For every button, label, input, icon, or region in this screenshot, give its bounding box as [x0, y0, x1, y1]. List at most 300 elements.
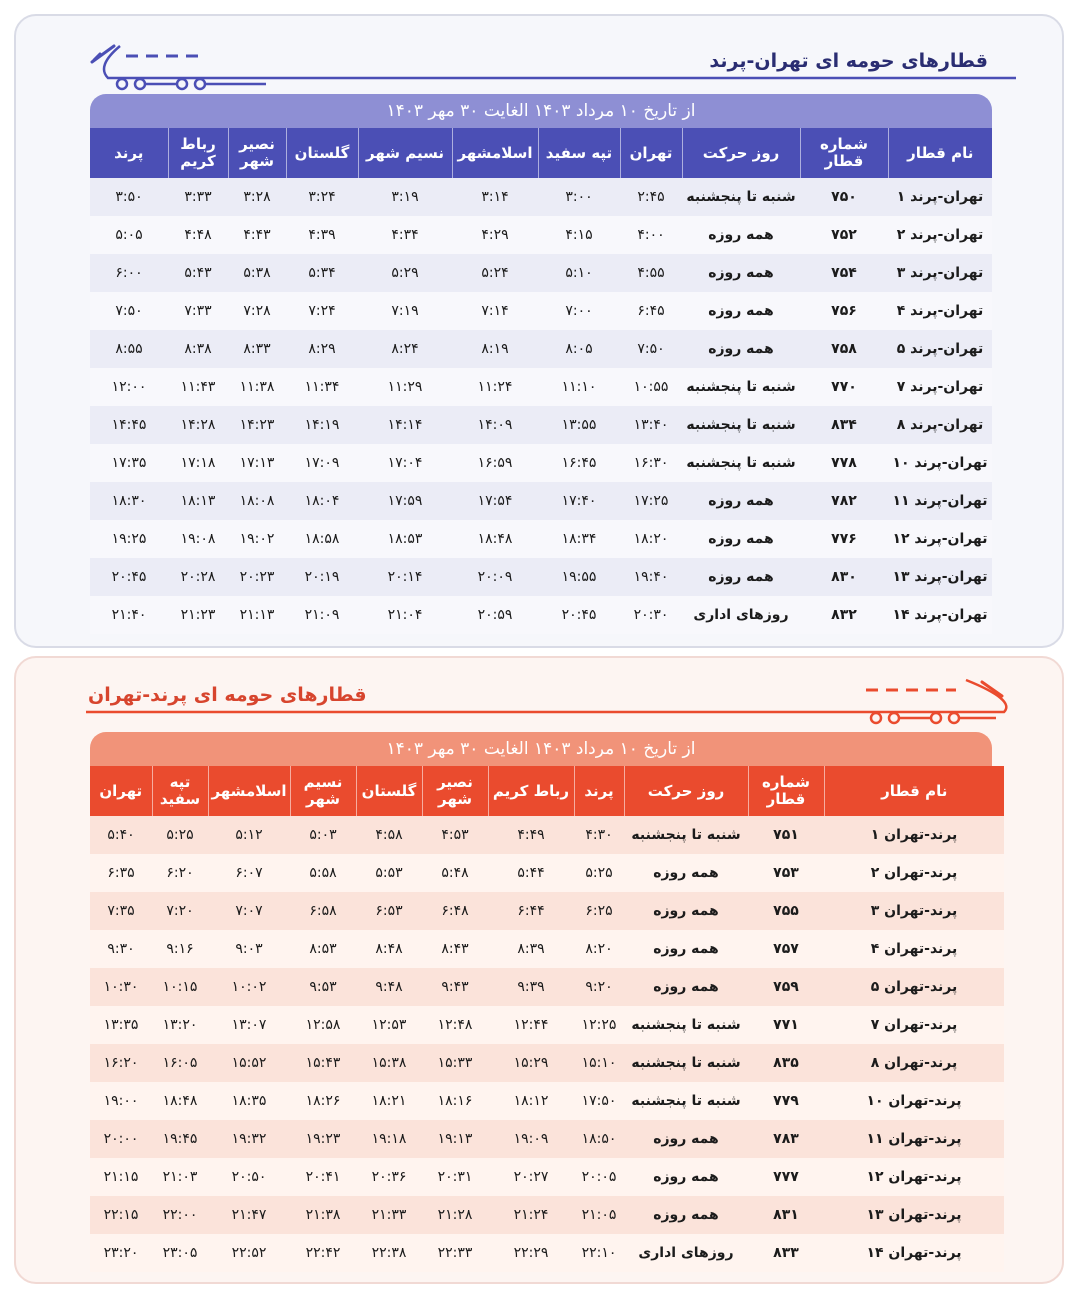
time-cell: ۶:۰۰ — [90, 254, 168, 292]
train-name-cell: تهران-پرند ۲ — [888, 216, 992, 254]
time-cell: ۱۰:۱۵ — [152, 968, 208, 1006]
time-cell: ۸:۴۸ — [356, 930, 422, 968]
train-name-cell: پرند-تهران ۱۲ — [824, 1158, 1004, 1196]
time-cell: ۳:۱۹ — [358, 178, 452, 216]
service-days-cell: شنبه تا پنجشنبه — [682, 406, 800, 444]
service-days-cell: همه روزه — [624, 1158, 748, 1196]
time-cell: ۱۹:۳۲ — [208, 1120, 290, 1158]
time-cell: ۱۹:۵۵ — [538, 558, 620, 596]
time-cell: ۳:۵۰ — [90, 178, 168, 216]
time-cell: ۳:۰۰ — [538, 178, 620, 216]
table-row — [90, 444, 992, 482]
time-cell: ۲۰:۰۵ — [574, 1158, 624, 1196]
time-cell: ۳:۱۴ — [452, 178, 538, 216]
time-cell: ۱۷:۰۹ — [286, 444, 358, 482]
time-cell: ۸:۱۹ — [452, 330, 538, 368]
time-cell: ۱۴:۴۵ — [90, 406, 168, 444]
train-number-cell: ۷۷۱ — [748, 1006, 824, 1044]
table-row — [90, 930, 1004, 968]
column-header: روز حرکت — [624, 766, 748, 816]
time-cell: ۵:۴۰ — [90, 816, 152, 854]
time-cell: ۲۳:۰۵ — [152, 1234, 208, 1272]
time-cell: ۴:۴۳ — [228, 216, 286, 254]
time-cell: ۲۱:۲۳ — [168, 596, 228, 634]
time-cell: ۷:۲۰ — [152, 892, 208, 930]
time-cell: ۵:۰۵ — [90, 216, 168, 254]
train-number-cell: ۸۳۰ — [800, 558, 888, 596]
table-header-row — [90, 766, 1004, 816]
time-cell: ۲۱:۰۵ — [574, 1196, 624, 1234]
train-name-cell: پرند-تهران ۸ — [824, 1044, 1004, 1082]
time-cell: ۱۷:۵۰ — [574, 1082, 624, 1120]
service-days-cell: همه روزه — [682, 558, 800, 596]
train-name-cell: پرند-تهران ۱ — [824, 816, 1004, 854]
time-cell: ۵:۲۹ — [358, 254, 452, 292]
time-cell: ۴:۱۵ — [538, 216, 620, 254]
column-header: اسلامشهر — [208, 766, 290, 816]
time-cell: ۵:۲۵ — [574, 854, 624, 892]
time-cell: ۱۳:۴۰ — [620, 406, 682, 444]
time-cell: ۲۰:۳۰ — [620, 596, 682, 634]
service-days-cell: همه روزه — [682, 254, 800, 292]
column-header: پرند — [90, 128, 168, 178]
time-cell: ۱۱:۱۰ — [538, 368, 620, 406]
train-name-cell: تهران-پرند ۱۱ — [888, 482, 992, 520]
time-cell: ۱۱:۲۹ — [358, 368, 452, 406]
time-cell: ۹:۵۳ — [290, 968, 356, 1006]
time-cell: ۹:۰۳ — [208, 930, 290, 968]
time-cell: ۳:۲۸ — [228, 178, 286, 216]
time-cell: ۲۰:۵۹ — [452, 596, 538, 634]
time-cell: ۱۵:۳۳ — [422, 1044, 488, 1082]
time-cell: ۴:۰۰ — [620, 216, 682, 254]
column-header: شماره قطار — [748, 766, 824, 816]
time-cell: ۱۱:۳۸ — [228, 368, 286, 406]
time-cell: ۷:۳۳ — [168, 292, 228, 330]
time-cell: ۵:۱۲ — [208, 816, 290, 854]
time-cell: ۲۱:۲۴ — [488, 1196, 574, 1234]
time-cell: ۴:۳۰ — [574, 816, 624, 854]
time-cell: ۱۹:۴۰ — [620, 558, 682, 596]
time-cell: ۱۸:۰۸ — [228, 482, 286, 520]
time-cell: ۱۲:۲۵ — [574, 1006, 624, 1044]
time-cell: ۱۲:۵۳ — [356, 1006, 422, 1044]
time-cell: ۱۸:۵۰ — [574, 1120, 624, 1158]
time-cell: ۲۲:۳۳ — [422, 1234, 488, 1272]
time-cell: ۱۷:۴۰ — [538, 482, 620, 520]
time-cell: ۲۲:۲۹ — [488, 1234, 574, 1272]
time-cell: ۲۱:۱۵ — [90, 1158, 152, 1196]
train-name-cell: تهران-پرند ۴ — [888, 292, 992, 330]
time-cell: ۱۸:۳۰ — [90, 482, 168, 520]
train-name-cell: پرند-تهران ۷ — [824, 1006, 1004, 1044]
table-row — [90, 1158, 1004, 1196]
date-range-banner: از تاریخ ۱۰ مرداد ۱۴۰۳ الغایت ۳۰ مهر ۱۴۰۳ — [90, 732, 992, 766]
time-cell: ۲۱:۲۸ — [422, 1196, 488, 1234]
table-row — [90, 1196, 1004, 1234]
column-header: نصیر شهر — [228, 128, 286, 178]
time-cell: ۱۷:۱۸ — [168, 444, 228, 482]
train-number-cell: ۷۵۱ — [748, 816, 824, 854]
time-cell: ۶:۴۵ — [620, 292, 682, 330]
train-name-cell: پرند-تهران ۲ — [824, 854, 1004, 892]
train-number-cell: ۸۳۳ — [748, 1234, 824, 1272]
time-cell: ۷:۱۹ — [358, 292, 452, 330]
column-header: تهران — [90, 766, 152, 816]
time-cell: ۱۶:۰۵ — [152, 1044, 208, 1082]
table-row — [90, 368, 992, 406]
time-cell: ۱۱:۴۳ — [168, 368, 228, 406]
train-number-cell: ۷۵۸ — [800, 330, 888, 368]
column-header: اسلامشهر — [452, 128, 538, 178]
time-cell: ۱۷:۵۹ — [358, 482, 452, 520]
service-days-cell: شنبه تا پنجشنبه — [624, 816, 748, 854]
table-row — [90, 330, 992, 368]
service-days-cell: همه روزه — [624, 854, 748, 892]
time-cell: ۱۸:۲۶ — [290, 1082, 356, 1120]
train-name-cell: تهران-پرند ۸ — [888, 406, 992, 444]
time-cell: ۱۰:۰۲ — [208, 968, 290, 1006]
time-cell: ۱۳:۲۰ — [152, 1006, 208, 1044]
time-cell: ۲۰:۲۸ — [168, 558, 228, 596]
time-cell: ۱۹:۰۲ — [228, 520, 286, 558]
time-cell: ۱۹:۱۸ — [356, 1120, 422, 1158]
time-cell: ۵:۴۳ — [168, 254, 228, 292]
column-header: نسیم شهر — [290, 766, 356, 816]
service-days-cell: همه روزه — [624, 930, 748, 968]
train-name-cell: پرند-تهران ۱۴ — [824, 1234, 1004, 1272]
service-days-cell: همه روزه — [682, 330, 800, 368]
column-header: گلستان — [356, 766, 422, 816]
service-days-cell: همه روزه — [624, 968, 748, 1006]
train-name-cell: تهران-پرند ۱۲ — [888, 520, 992, 558]
time-cell: ۴:۳۴ — [358, 216, 452, 254]
time-cell: ۲۲:۳۸ — [356, 1234, 422, 1272]
time-cell: ۱۳:۳۵ — [90, 1006, 152, 1044]
train-name-cell: تهران-پرند ۷ — [888, 368, 992, 406]
time-cell: ۱۷:۲۵ — [620, 482, 682, 520]
time-cell: ۱۴:۲۸ — [168, 406, 228, 444]
train-number-cell: ۷۵۳ — [748, 854, 824, 892]
train-number-cell: ۷۸۲ — [800, 482, 888, 520]
time-cell: ۵:۴۴ — [488, 854, 574, 892]
time-cell: ۹:۱۶ — [152, 930, 208, 968]
time-cell: ۲۰:۵۰ — [208, 1158, 290, 1196]
time-cell: ۲:۴۵ — [620, 178, 682, 216]
train-number-cell: ۷۸۳ — [748, 1120, 824, 1158]
time-cell: ۹:۳۹ — [488, 968, 574, 1006]
time-cell: ۱۲:۰۰ — [90, 368, 168, 406]
time-cell: ۱۹:۴۵ — [152, 1120, 208, 1158]
column-header: پرند — [574, 766, 624, 816]
table-row — [90, 596, 992, 634]
table-header-row — [90, 128, 992, 178]
time-cell: ۵:۵۸ — [290, 854, 356, 892]
time-cell: ۶:۵۳ — [356, 892, 422, 930]
train-name-cell: تهران-پرند ۱ — [888, 178, 992, 216]
time-cell: ۴:۵۳ — [422, 816, 488, 854]
service-days-cell: همه روزه — [682, 520, 800, 558]
page-title: قطارهای حومه ای پرند-تهران — [88, 684, 367, 706]
time-cell: ۱۵:۵۲ — [208, 1044, 290, 1082]
column-header: نسیم شهر — [358, 128, 452, 178]
table-row — [90, 1006, 1004, 1044]
table-row — [90, 1120, 1004, 1158]
time-cell: ۲۰:۴۵ — [90, 558, 168, 596]
train-number-cell: ۷۷۶ — [800, 520, 888, 558]
time-cell: ۱۴:۱۹ — [286, 406, 358, 444]
time-cell: ۲۱:۱۳ — [228, 596, 286, 634]
time-cell: ۱۸:۵۸ — [286, 520, 358, 558]
time-cell: ۷:۲۸ — [228, 292, 286, 330]
time-cell: ۲۰:۱۴ — [358, 558, 452, 596]
time-cell: ۱۰:۳۰ — [90, 968, 152, 1006]
train-number-cell: ۷۵۵ — [748, 892, 824, 930]
service-days-cell: همه روزه — [624, 892, 748, 930]
column-header: تپه سفید — [152, 766, 208, 816]
train-number-cell: ۷۵۷ — [748, 930, 824, 968]
train-number-cell: ۷۵۲ — [800, 216, 888, 254]
time-cell: ۲۰:۰۰ — [90, 1120, 152, 1158]
time-cell: ۲۱:۳۸ — [290, 1196, 356, 1234]
time-cell: ۷:۵۰ — [90, 292, 168, 330]
table-row — [90, 292, 992, 330]
train-number-cell: ۷۵۹ — [748, 968, 824, 1006]
table-row — [90, 968, 1004, 1006]
service-days-cell: همه روزه — [682, 292, 800, 330]
time-cell: ۷:۱۴ — [452, 292, 538, 330]
time-cell: ۱۸:۱۶ — [422, 1082, 488, 1120]
time-cell: ۱۶:۴۵ — [538, 444, 620, 482]
time-cell: ۸:۳۸ — [168, 330, 228, 368]
time-cell: ۲۲:۴۲ — [290, 1234, 356, 1272]
time-cell: ۲۰:۲۷ — [488, 1158, 574, 1196]
time-cell: ۱۸:۴۸ — [152, 1082, 208, 1120]
time-cell: ۱۶:۳۰ — [620, 444, 682, 482]
service-days-cell: همه روزه — [624, 1196, 748, 1234]
train-number-cell: ۸۳۲ — [800, 596, 888, 634]
train-name-cell: تهران-پرند ۱۰ — [888, 444, 992, 482]
time-cell: ۴:۲۹ — [452, 216, 538, 254]
time-cell: ۵:۳۸ — [228, 254, 286, 292]
time-cell: ۱۸:۳۵ — [208, 1082, 290, 1120]
time-cell: ۸:۳۳ — [228, 330, 286, 368]
time-cell: ۲۳:۲۰ — [90, 1234, 152, 1272]
train-name-cell: پرند-تهران ۵ — [824, 968, 1004, 1006]
train-number-cell: ۷۵۶ — [800, 292, 888, 330]
time-cell: ۱۳:۵۵ — [538, 406, 620, 444]
time-cell: ۲۲:۱۰ — [574, 1234, 624, 1272]
table-row — [90, 1234, 1004, 1272]
time-cell: ۸:۲۰ — [574, 930, 624, 968]
time-cell: ۱۱:۳۴ — [286, 368, 358, 406]
page-title: قطارهای حومه ای تهران-پرند — [709, 50, 988, 72]
train-number-cell: ۷۷۷ — [748, 1158, 824, 1196]
time-cell: ۵:۴۸ — [422, 854, 488, 892]
time-cell: ۲۰:۴۵ — [538, 596, 620, 634]
train-number-cell: ۷۷۹ — [748, 1082, 824, 1120]
time-cell: ۸:۳۹ — [488, 930, 574, 968]
column-header: نام قطار — [888, 128, 992, 178]
table-row — [90, 406, 992, 444]
table-row — [90, 892, 1004, 930]
train-number-cell: ۷۷۰ — [800, 368, 888, 406]
time-cell: ۶:۲۰ — [152, 854, 208, 892]
time-cell: ۶:۴۸ — [422, 892, 488, 930]
time-cell: ۱۷:۰۴ — [358, 444, 452, 482]
table-row — [90, 558, 992, 596]
column-header: رباط کریم — [488, 766, 574, 816]
time-cell: ۸:۴۳ — [422, 930, 488, 968]
time-cell: ۵:۳۴ — [286, 254, 358, 292]
time-cell: ۹:۳۰ — [90, 930, 152, 968]
time-cell: ۹:۴۸ — [356, 968, 422, 1006]
time-cell: ۲۲:۵۲ — [208, 1234, 290, 1272]
train-number-cell: ۸۳۴ — [800, 406, 888, 444]
table-row — [90, 1044, 1004, 1082]
service-days-cell: شنبه تا پنجشنبه — [624, 1044, 748, 1082]
time-cell: ۲۱:۰۳ — [152, 1158, 208, 1196]
table-row — [90, 482, 992, 520]
time-cell: ۱۸:۴۸ — [452, 520, 538, 558]
time-cell: ۴:۴۸ — [168, 216, 228, 254]
time-cell: ۲۰:۴۱ — [290, 1158, 356, 1196]
time-cell: ۳:۳۳ — [168, 178, 228, 216]
service-days-cell: شنبه تا پنجشنبه — [682, 368, 800, 406]
pardis-tehran-card — [14, 656, 1064, 1284]
time-cell: ۷:۲۴ — [286, 292, 358, 330]
time-cell: ۸:۵۵ — [90, 330, 168, 368]
time-cell: ۶:۳۵ — [90, 854, 152, 892]
train-name-cell: پرند-تهران ۱۰ — [824, 1082, 1004, 1120]
time-cell: ۱۱:۲۴ — [452, 368, 538, 406]
time-cell: ۲۰:۰۹ — [452, 558, 538, 596]
train-name-cell: پرند-تهران ۱۱ — [824, 1120, 1004, 1158]
train-number-cell: ۸۳۵ — [748, 1044, 824, 1082]
column-header: نصیر شهر — [422, 766, 488, 816]
table-row — [90, 254, 992, 292]
time-cell: ۷:۳۵ — [90, 892, 152, 930]
train-number-cell: ۷۵۰ — [800, 178, 888, 216]
time-cell: ۱۵:۲۹ — [488, 1044, 574, 1082]
time-cell: ۲۰:۳۶ — [356, 1158, 422, 1196]
time-cell: ۵:۵۳ — [356, 854, 422, 892]
service-days-cell: شنبه تا پنجشنبه — [682, 178, 800, 216]
date-range-banner: از تاریخ ۱۰ مرداد ۱۴۰۳ الغایت ۳۰ مهر ۱۴۰۳ — [90, 94, 992, 128]
time-cell: ۱۶:۵۹ — [452, 444, 538, 482]
time-cell: ۶:۰۷ — [208, 854, 290, 892]
train-number-cell: ۷۵۴ — [800, 254, 888, 292]
time-cell: ۵:۱۰ — [538, 254, 620, 292]
time-cell: ۲۱:۰۴ — [358, 596, 452, 634]
train-name-cell: تهران-پرند ۵ — [888, 330, 992, 368]
time-cell: ۱۸:۱۳ — [168, 482, 228, 520]
time-cell: ۴:۵۸ — [356, 816, 422, 854]
time-cell: ۶:۲۵ — [574, 892, 624, 930]
time-cell: ۱۴:۰۹ — [452, 406, 538, 444]
time-cell: ۵:۰۳ — [290, 816, 356, 854]
time-cell: ۹:۴۳ — [422, 968, 488, 1006]
time-cell: ۱۵:۳۸ — [356, 1044, 422, 1082]
time-cell: ۲۱:۳۳ — [356, 1196, 422, 1234]
column-header: نام قطار — [824, 766, 1004, 816]
service-days-cell: شنبه تا پنجشنبه — [682, 444, 800, 482]
time-cell: ۷:۵۰ — [620, 330, 682, 368]
time-cell: ۸:۲۴ — [358, 330, 452, 368]
time-cell: ۸:۵۳ — [290, 930, 356, 968]
time-cell: ۲۲:۰۰ — [152, 1196, 208, 1234]
time-cell: ۲۱:۴۰ — [90, 596, 168, 634]
service-days-cell: روزهای اداری — [624, 1234, 748, 1272]
time-cell: ۲۰:۱۹ — [286, 558, 358, 596]
time-cell: ۱۰:۵۵ — [620, 368, 682, 406]
time-cell: ۱۸:۱۲ — [488, 1082, 574, 1120]
time-cell: ۱۹:۲۵ — [90, 520, 168, 558]
time-cell: ۱۸:۰۴ — [286, 482, 358, 520]
train-number-cell: ۸۳۱ — [748, 1196, 824, 1234]
train-name-cell: تهران-پرند ۳ — [888, 254, 992, 292]
time-cell: ۱۷:۳۵ — [90, 444, 168, 482]
time-cell: ۵:۲۴ — [452, 254, 538, 292]
time-cell: ۲۱:۴۷ — [208, 1196, 290, 1234]
schedule-table — [90, 766, 1004, 1272]
time-cell: ۶:۴۴ — [488, 892, 574, 930]
time-cell: ۱۷:۱۳ — [228, 444, 286, 482]
tehran-pardis-card — [14, 14, 1064, 648]
train-name-cell: پرند-تهران ۱۳ — [824, 1196, 1004, 1234]
service-days-cell: همه روزه — [682, 216, 800, 254]
time-cell: ۱۲:۵۸ — [290, 1006, 356, 1044]
table-row — [90, 1082, 1004, 1120]
service-days-cell: همه روزه — [624, 1120, 748, 1158]
time-cell: ۱۴:۲۳ — [228, 406, 286, 444]
time-cell: ۲۲:۱۵ — [90, 1196, 152, 1234]
time-cell: ۱۸:۵۳ — [358, 520, 452, 558]
table-row — [90, 854, 1004, 892]
train-name-cell: تهران-پرند ۱۳ — [888, 558, 992, 596]
time-cell: ۱۸:۲۰ — [620, 520, 682, 558]
train-name-cell: تهران-پرند ۱۴ — [888, 596, 992, 634]
time-cell: ۱۲:۴۸ — [422, 1006, 488, 1044]
schedule-table — [90, 128, 992, 634]
time-cell: ۸:۰۵ — [538, 330, 620, 368]
time-cell: ۲۰:۲۳ — [228, 558, 286, 596]
table-row — [90, 178, 992, 216]
time-cell: ۴:۵۵ — [620, 254, 682, 292]
time-cell: ۱۸:۳۴ — [538, 520, 620, 558]
time-cell: ۱۳:۰۷ — [208, 1006, 290, 1044]
time-cell: ۱۹:۰۸ — [168, 520, 228, 558]
time-cell: ۱۹:۰۰ — [90, 1082, 152, 1120]
column-header: روز حرکت — [682, 128, 800, 178]
column-header: گلستان — [286, 128, 358, 178]
time-cell: ۸:۲۹ — [286, 330, 358, 368]
time-cell: ۲۱:۰۹ — [286, 596, 358, 634]
column-header: شماره قطار — [800, 128, 888, 178]
time-cell: ۱۹:۲۳ — [290, 1120, 356, 1158]
time-cell: ۱۵:۱۰ — [574, 1044, 624, 1082]
table-row — [90, 816, 1004, 854]
train-name-cell: پرند-تهران ۴ — [824, 930, 1004, 968]
time-cell: ۴:۴۹ — [488, 816, 574, 854]
time-cell: ۷:۰۷ — [208, 892, 290, 930]
time-cell: ۹:۲۰ — [574, 968, 624, 1006]
time-cell: ۱۹:۰۹ — [488, 1120, 574, 1158]
time-cell: ۱۷:۵۴ — [452, 482, 538, 520]
time-cell: ۱۹:۱۳ — [422, 1120, 488, 1158]
time-cell: ۳:۲۴ — [286, 178, 358, 216]
table-row — [90, 216, 992, 254]
